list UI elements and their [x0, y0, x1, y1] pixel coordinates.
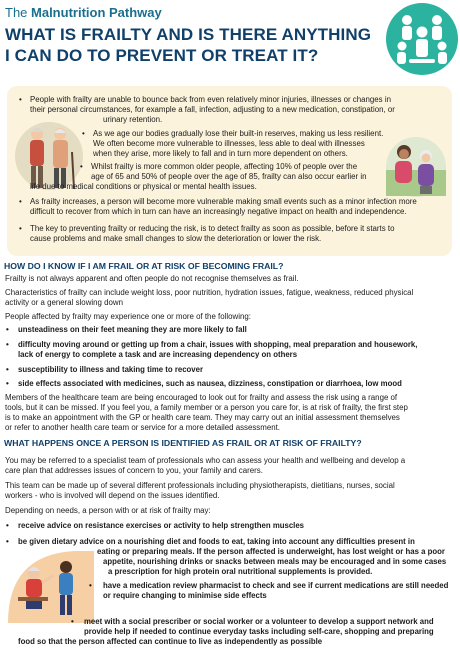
section2-list-item-4-line-3: food so that the person affected can continue to live as independently as possible	[18, 637, 323, 646]
section2-paragraph-1-line-2: care plan that addresses issues of concern to you, your family and carers.	[5, 466, 263, 475]
intro-bullet-1-line-3: urinary retention.	[103, 115, 163, 124]
bullet-dot: •	[6, 340, 9, 349]
bullet-dot: •	[89, 581, 92, 590]
bullet-dot: •	[6, 537, 9, 546]
bullet-dot: •	[6, 325, 9, 334]
section2-list-item-1: receive advice on resistance exercises or activity to help strengthen muscles	[18, 521, 305, 530]
bullet-dot: •	[19, 224, 22, 233]
section2-list-item-3-line-2: or require changing to minimise side effects	[103, 591, 267, 600]
section1-list-item-3: susceptibility to illness and taking time to recover	[18, 365, 204, 374]
section2-list-item-2-line-3: appetite, nourishing drinks or snacks between meals may be encouraged and in some cases	[103, 557, 447, 566]
intro-bullet-3-line-2: age of 65 and 50% of people over the age of 85, frailty can also occur earlier in	[91, 172, 367, 181]
brand-prefix: The	[5, 5, 32, 20]
bullet-dot: •	[6, 365, 9, 374]
bullet-dot: •	[71, 617, 74, 626]
section1-list-item-2-line-1: difficulty moving around or getting up from a chair, issues with shopping, meal preparation and housework,	[18, 340, 418, 349]
intro-bullet-2-line-2: We often become more vulnerable to illnesses, less able to deal with illnesses	[93, 139, 365, 148]
bullet-dot: •	[82, 129, 85, 138]
bullet-dot: •	[6, 379, 9, 388]
section2-paragraph-1-line-1: You may be referred to a specialist team of professionals who can assess your health and wellbeing and develop a	[5, 456, 406, 465]
intro-bullet-2-line-1: As we age our bodies gradually lose their built-in reserves, making us less resilient.	[93, 129, 384, 138]
section1-paragraph-2-line-2: activity or a general slowing down	[5, 298, 123, 307]
bullet-dot: •	[6, 521, 9, 530]
section2-list-item-3-line-1: have a medication review pharmacist to check and see if current medications are still needed	[103, 581, 449, 590]
intro-bullet-5-line-2: cause problems and make small changes to slow the deterioration or lower the risk.	[30, 234, 322, 243]
section1-paragraph-3: People affected by frailty may experience one or more of the following:	[5, 312, 251, 321]
bullet-dot: •	[19, 95, 22, 104]
section1-list-item-2-line-2: lack of energy to complete a task and are increasing dependency on others	[18, 350, 298, 359]
section2-list-item-2-line-2: eating or preparing meals. If the person affected is underweight, has lost weight or has a poor	[97, 547, 445, 556]
section1-paragraph-4-line-2: tools, but it can be missed. If you feel you, a family member or a person you care for, is at risk of frailty, the first step	[5, 403, 408, 412]
exercise-illustration	[4, 543, 98, 625]
intro-bullet-1-line-1: People with frailty are unable to bounce back from even relatively minor injuries, illnesses or changes in	[30, 95, 391, 104]
intro-bullet-1-line-2: their personal circumstances, for example a fall, infection, adjusting to a new medication, constipation, or	[30, 105, 395, 114]
page-title-line-1: WHAT IS FRAILTY AND IS THERE ANYTHING	[5, 25, 372, 44]
section2-list-item-2-line-1: be given dietary advice on a nourishing diet and foods to eat, taking into account any difficulties present in	[18, 537, 415, 546]
section1-paragraph-4-line-4: or refer to another health care team or service for a more detailed assessment.	[5, 423, 280, 432]
intro-bullet-3-line-3: life due to medical conditions or physical or mental health issues.	[30, 182, 257, 191]
people-group-icon	[385, 2, 459, 76]
section1-paragraph-2-line-1: Characteristics of frailty can include weight loss, poor nutrition, hydration issues, fatigue, weakness, reduced physical	[5, 288, 414, 297]
brand-name: Malnutrition Pathway	[31, 5, 162, 20]
bullet-dot: •	[80, 162, 83, 171]
section1-paragraph-4-line-3: is to make an appointment with the GP or health care team. They may carry out an initial assessment themselves	[5, 413, 400, 422]
section1-list-item-1: unsteadiness on their feet meaning they are more likely to fall	[18, 325, 247, 334]
page-title	[5, 24, 371, 66]
section2-paragraph-2-line-2: workers - who is involved will depend on the issues identified.	[5, 491, 220, 500]
intro-bullet-4-line-2: difficult to recover from which in turn can have an increasingly negative impact on health and independence.	[30, 207, 407, 216]
section2-list-item-4-line-2: provide help if needed to continue everyday tasks including self-care, shopping and preparing	[84, 627, 434, 636]
brand	[5, 5, 162, 20]
section2-paragraph-3: Depending on needs, a person with or at risk of frailty may:	[5, 506, 211, 515]
intro-bullet-5-line-1: The key to preventing frailty or reducing the risk, is to detect frailty as soon as possible, before it starts to	[30, 224, 395, 233]
section1-paragraph-1: Frailty is not always apparent and often people do not recognise themselves as frail.	[5, 274, 299, 283]
section-heading-frailty-risk: HOW DO I KNOW IF I AM FRAIL OR AT RISK OF BECOMING FRAIL?	[4, 261, 284, 271]
intro-bullet-4-line-1: As frailty increases, a person will become more vulnerable making small events such as a minor infection more	[30, 197, 417, 206]
section2-paragraph-2-line-1: This team can be made up of several different professionals including physiotherapists, dietitians, nurses, social	[5, 481, 395, 490]
section1-paragraph-4-line-1: Members of the healthcare team are being encouraged to look out for frailty and assess the risk using a range of	[5, 393, 398, 402]
section1-list-item-4: side effects associated with medicines, such as nausea, dizziness, constipation or diarrhoea, low mood	[18, 379, 402, 388]
intro-bullet-3-line-1: Whilst frailty is more common older people, affecting 10% of people over the	[91, 162, 358, 171]
bullet-dot: •	[19, 197, 22, 206]
page-title-line-2: I CAN DO TO PREVENT OR TREAT IT?	[5, 46, 319, 65]
page-header	[0, 0, 460, 84]
carer-illustration	[380, 136, 452, 198]
intro-bullet-2-line-3: when they arise, more likely to fall and in turn more dependent on others.	[93, 149, 348, 158]
section2-list-item-2-line-4: a prescription for high protein oral nutritional supplements is provided.	[108, 567, 373, 576]
section2-list-item-4-line-1: meet with a social prescriber or social worker or a volunteer to develop a support network and	[84, 617, 434, 626]
section-heading-after-identification: WHAT HAPPENS ONCE A PERSON IS IDENTIFIED AS FRAIL OR AT RISK OF FRAILTY?	[4, 438, 362, 448]
